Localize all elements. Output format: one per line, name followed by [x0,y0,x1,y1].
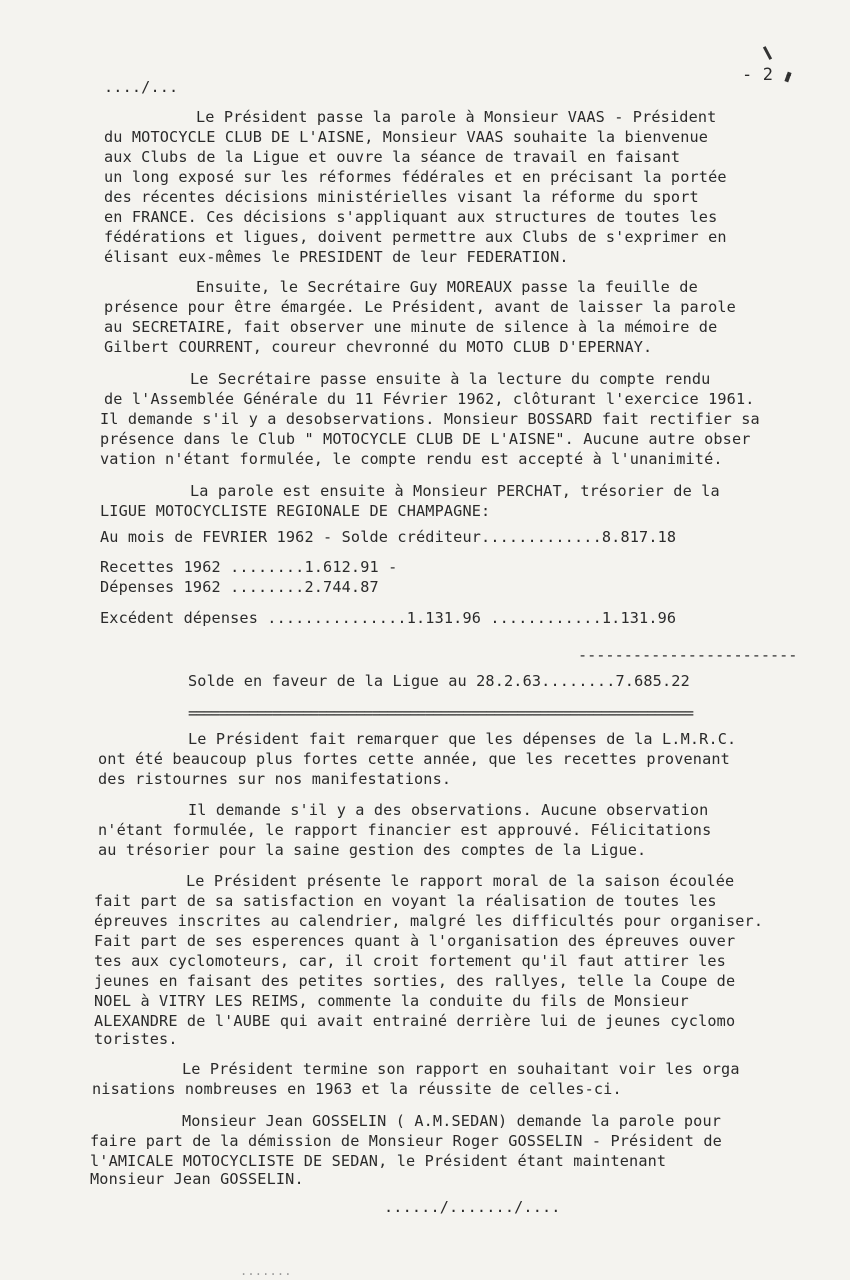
finance-recettes: Recettes 1962 ........1.612.91 - [100,558,398,576]
paragraph-line: Ensuite, le Secrétaire Guy MOREAUX passe la feuille de [196,278,698,296]
paragraph-line: LIGUE MOTOCYCLISTE REGIONALE DE CHAMPAGNE: [100,502,491,520]
paragraph-line: des ristournes sur nos manifestations. [98,770,452,788]
paragraph-line: faire part de la démission de Monsieur Roger GOSSELIN - Président de [90,1132,722,1150]
paragraph-line: nisations nombreuses en 1963 et la réussite de celles-ci. [92,1080,622,1098]
paragraph-line: Le Secrétaire passe ensuite à la lecture du compte rendu [190,370,711,388]
bottom-dots: ....... [240,1264,292,1278]
paragraph-line: épreuves inscrites au calendrier, malgré les difficultés pour organiser. [94,912,764,930]
paragraph-line: Monsieur Jean GOSSELIN ( A.M.SEDAN) demande la parole pour [182,1112,722,1130]
paragraph-line: ont été beaucoup plus fortes cette année, que les recettes provenant [98,750,730,768]
finance-excedent: Excédent dépenses ...............1.131.96 ............1.131.96 [100,609,677,627]
finance-solde-crediteur: Au mois de FEVRIER 1962 - Solde créditeur.............8.817.18 [100,528,677,546]
finance-solde-faveur: Solde en faveur de la Ligue au 28.2.63........7.685.22 [188,672,690,690]
paragraph-line: présence dans le Club " MOTOCYCLE CLUB DE L'AISNE". Aucune autre obser [100,430,751,448]
paragraph-line: un long exposé sur les réformes fédérales et en précisant la portée [104,168,727,186]
paragraph-line: Le Président fait remarquer que les dépenses de la L.M.R.C. [188,730,737,748]
paragraph-line: de l'Assemblée Générale du 11 Février 1962, clôturant l'exercice 1961. [104,390,755,408]
paragraph-line: en FRANCE. Ces décisions s'appliquant aux structures de toutes les [104,208,718,226]
paragraph-line: vation n'étant formulée, le compte rendu est accepté à l'unanimité. [100,450,723,468]
paragraph-line: Il demande s'il y a desobservations. Monsieur BOSSARD fait rectifier sa [100,410,760,428]
continuation-marker: ..../... [104,78,179,96]
paragraph-line: élisant eux-mêmes le PRESIDENT de leur FEDERATION. [104,248,569,266]
paragraph-line: ALEXANDRE de l'AUBE qui avait entrainé derrière lui de jeunes cyclomo [94,1012,736,1030]
paragraph-line: Gilbert COURRENT, coureur chevronné du MOTO CLUB D'EPERNAY. [104,338,653,356]
paragraph-line: toristes. [94,1030,178,1048]
paragraph-line: Fait part de ses esperences quant à l'organisation des épreuves ouver [94,932,736,950]
dash-rule: ------------------------ [578,646,798,664]
paragraph-line: présence pour être émargée. Le Président, avant de laisser la parole [104,298,736,316]
paragraph-line: au SECRETAIRE, fait observer une minute de silence à la mémoire de [104,318,718,336]
paragraph-line: du MOTOCYCLE CLUB DE L'AISNE, Monsieur VAAS souhaite la bienvenue [104,128,709,146]
paragraph-line: n'étant formulée, le rapport financier est approuvé. Félicitations [98,821,712,839]
continuation-marker-bottom: ....../......./.... [384,1198,561,1216]
paragraph-line: Le Président termine son rapport en souhaitant voir les orga [182,1060,740,1078]
paragraph-line: l'AMICALE MOTOCYCLISTE DE SEDAN, le Président étant maintenant [90,1152,667,1170]
paragraph-line: fait part de sa satisfaction en voyant la réalisation de toutes les [94,892,717,910]
paragraph-line: Le Président présente le rapport moral de la saison écoulée [186,872,735,890]
paragraph-line: des récentes décisions ministérielles visant la réforme du sport [104,188,699,206]
paragraph-line: Il demande s'il y a des observations. Aucune observation [188,801,709,819]
paragraph-line: au trésorier pour la saine gestion des comptes de la Ligue. [98,841,647,859]
paragraph-line: fédérations et ligues, doivent permettre aux Clubs de s'exprimer en [104,228,727,246]
paragraph-line: jeunes en faisant des petites sorties, des rallyes, telle la Coupe de [94,972,736,990]
paragraph-line: Le Président passe la parole à Monsieur VAAS - Président [196,108,717,126]
paragraph-line: aux Clubs de la Ligue et ouvre la séance de travail en faisant [104,148,681,166]
paragraph-line: Monsieur Jean GOSSELIN. [90,1170,304,1188]
finance-depenses: Dépenses 1962 ........2.744.87 [100,578,379,596]
ink-mark [763,46,772,60]
paragraph-line: NOEL à VITRY LES REIMS, commente la conduite du fils de Monsieur [94,992,689,1010]
paragraph-line: tes aux cyclomoteurs, car, il croit fortement qu'il faut attirer les [94,952,726,970]
paragraph-line: La parole est ensuite à Monsieur PERCHAT, trésorier de la [190,482,720,500]
double-rule: ================================================================== [188,704,693,722]
page-number: - 2 - [742,65,794,85]
